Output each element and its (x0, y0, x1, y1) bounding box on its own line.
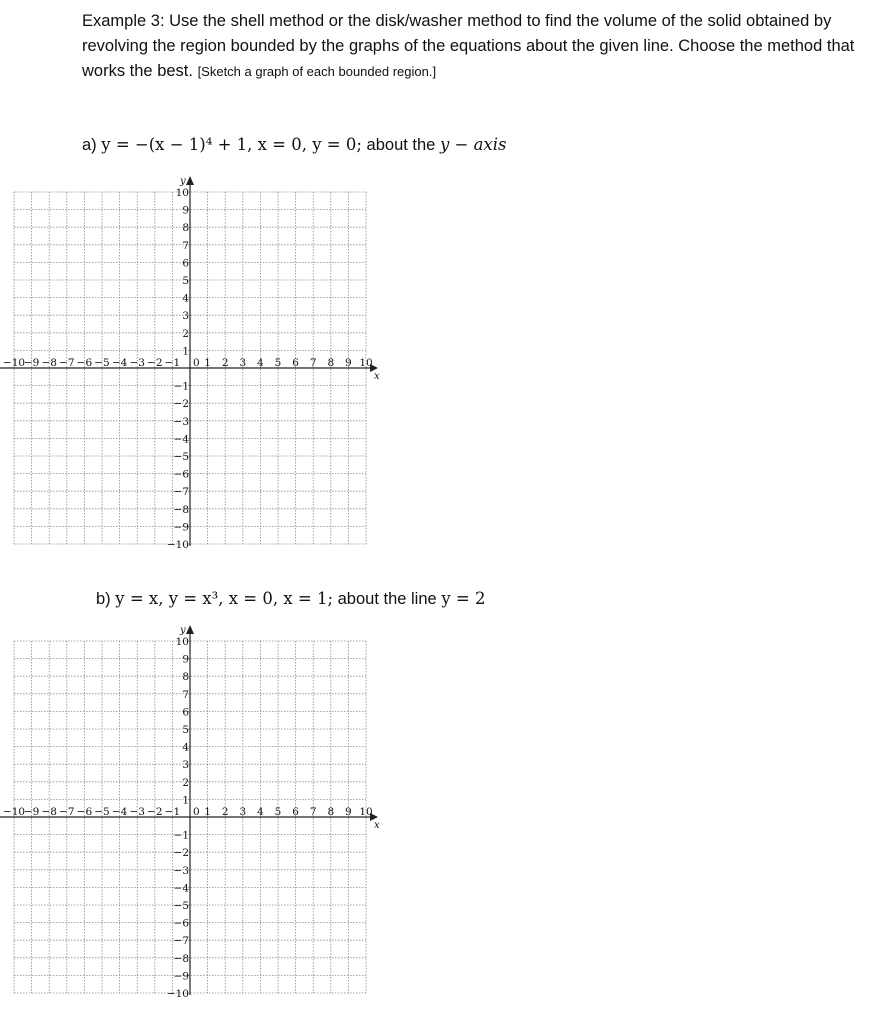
y-tick-label: −1 (173, 380, 189, 393)
x-tick-label: 4 (257, 806, 264, 818)
y-tick-label: 4 (182, 292, 189, 305)
y-tick-label: −1 (173, 829, 189, 842)
x-tick-label: 10 (359, 806, 373, 818)
x-tick-label: −1 (164, 357, 181, 369)
x-tick-label: −7 (59, 806, 75, 818)
y-tick-label: 3 (182, 310, 189, 323)
y-tick-label: −7 (173, 486, 189, 499)
x-tick-label: 5 (274, 806, 282, 818)
y-tick-label: 9 (182, 204, 189, 217)
y-tick-label: 10 (175, 636, 189, 648)
coordinate-grid-b (0, 627, 400, 1019)
x-tick-label: −9 (23, 357, 40, 369)
y-tick-label: −4 (173, 433, 189, 446)
y-tick-label: 3 (182, 759, 189, 772)
y-axis-arrow-icon (186, 176, 194, 185)
y-tick-label: 7 (182, 688, 189, 701)
x-tick-label: −6 (76, 806, 93, 818)
x-tick-label: 10 (359, 357, 373, 369)
x-axis-label: x (374, 820, 380, 831)
y-tick-label: −10 (166, 988, 189, 1000)
x-tick-label: 5 (274, 357, 282, 369)
x-tick-label: −5 (94, 357, 110, 369)
x-tick-label: −10 (2, 806, 26, 818)
y-tick-label: −6 (173, 917, 189, 930)
x-tick-label: 8 (327, 357, 335, 369)
y-tick-label: −9 (173, 970, 189, 983)
x-tick-label: −9 (23, 806, 40, 818)
coordinate-grid-a (0, 178, 400, 568)
x-tick-label: −2 (147, 806, 163, 818)
x-tick-label: 4 (257, 357, 264, 369)
y-tick-label: −2 (173, 398, 189, 411)
x-tick-label: −8 (41, 357, 57, 369)
problem-b-about: about the line (337, 590, 437, 608)
problem-b-label: b) (96, 590, 111, 608)
x-tick-label: 9 (345, 357, 352, 369)
y-tick-label: −5 (173, 451, 189, 463)
y-axis-arrow-icon (186, 625, 194, 634)
x-tick-label: 1 (204, 357, 211, 369)
origin-label: 0 (193, 806, 200, 818)
y-tick-label: 2 (182, 776, 189, 789)
x-tick-label: −6 (76, 357, 93, 369)
y-tick-label: 4 (182, 741, 189, 754)
x-tick-label: 2 (221, 806, 229, 818)
x-tick-label: −4 (111, 357, 128, 369)
problem-a-axis: y − axis (439, 135, 507, 154)
y-tick-label: 6 (182, 706, 189, 719)
y-tick-label: −5 (173, 900, 189, 912)
x-tick-label: −7 (59, 357, 75, 369)
y-tick-label: 2 (182, 327, 189, 340)
y-tick-label: −9 (173, 521, 189, 534)
y-tick-label: −3 (173, 415, 189, 428)
y-tick-label: −8 (173, 952, 189, 965)
x-tick-label: 3 (239, 806, 247, 818)
y-tick-label: 8 (182, 222, 189, 235)
y-tick-label: 1 (182, 794, 189, 807)
y-tick-label: −2 (173, 847, 189, 860)
y-tick-label: −10 (166, 539, 189, 551)
origin-label: 0 (193, 357, 200, 369)
x-tick-label: −1 (164, 806, 181, 818)
x-tick-label: 3 (239, 357, 247, 369)
problem-a-label: a) (82, 136, 97, 154)
x-tick-label: −3 (129, 357, 145, 369)
problem-a (82, 134, 506, 156)
x-tick-label: 2 (221, 357, 229, 369)
x-tick-label: 7 (309, 806, 317, 818)
y-tick-label: −7 (173, 935, 189, 948)
x-tick-label: −3 (129, 806, 145, 818)
x-tick-label: −4 (111, 806, 128, 818)
problem-a-about: about the (366, 136, 436, 154)
x-axis-label: x (374, 371, 380, 382)
y-tick-label: 9 (182, 653, 189, 666)
y-tick-label: 5 (182, 275, 189, 287)
x-tick-label: 1 (204, 806, 211, 818)
x-tick-label: 6 (292, 357, 299, 369)
x-tick-label: 6 (292, 806, 299, 818)
x-tick-label: 9 (345, 806, 352, 818)
x-tick-label: −10 (2, 357, 26, 369)
y-axis-label: y (180, 625, 186, 636)
problem-b-equations: y = x, y = x³, x = 0, x = 1; (115, 589, 334, 608)
y-tick-label: 7 (182, 239, 189, 252)
instructions-paragraph (82, 9, 862, 84)
problem-b-axis: y = 2 (441, 589, 486, 608)
y-tick-label: 5 (182, 724, 189, 736)
x-tick-label: 8 (327, 806, 335, 818)
instructions-text: Example 3: Use the shell method or the disk/washer method to find the volume of the solid obtained by revolving the region bounded by the graphs of the equations about the given line. Choose the method that works the best. (82, 12, 855, 80)
x-tick-label: −2 (147, 357, 163, 369)
x-tick-label: −5 (94, 806, 110, 818)
x-tick-label: 7 (309, 357, 317, 369)
x-tick-label: −8 (41, 806, 57, 818)
y-tick-label: 6 (182, 257, 189, 270)
y-tick-label: −6 (173, 468, 189, 481)
problem-b (96, 588, 485, 610)
sketch-note: [Sketch a graph of each bounded region.] (197, 64, 437, 79)
y-tick-label: 10 (175, 187, 189, 199)
problem-a-equations: y = −(x − 1)⁴ + 1, x = 0, y = 0; (101, 135, 362, 154)
y-tick-label: −3 (173, 864, 189, 877)
y-tick-label: −8 (173, 503, 189, 516)
y-axis-label: y (180, 176, 186, 187)
y-tick-label: 8 (182, 671, 189, 684)
y-tick-label: −4 (173, 882, 189, 895)
y-tick-label: 1 (182, 345, 189, 358)
